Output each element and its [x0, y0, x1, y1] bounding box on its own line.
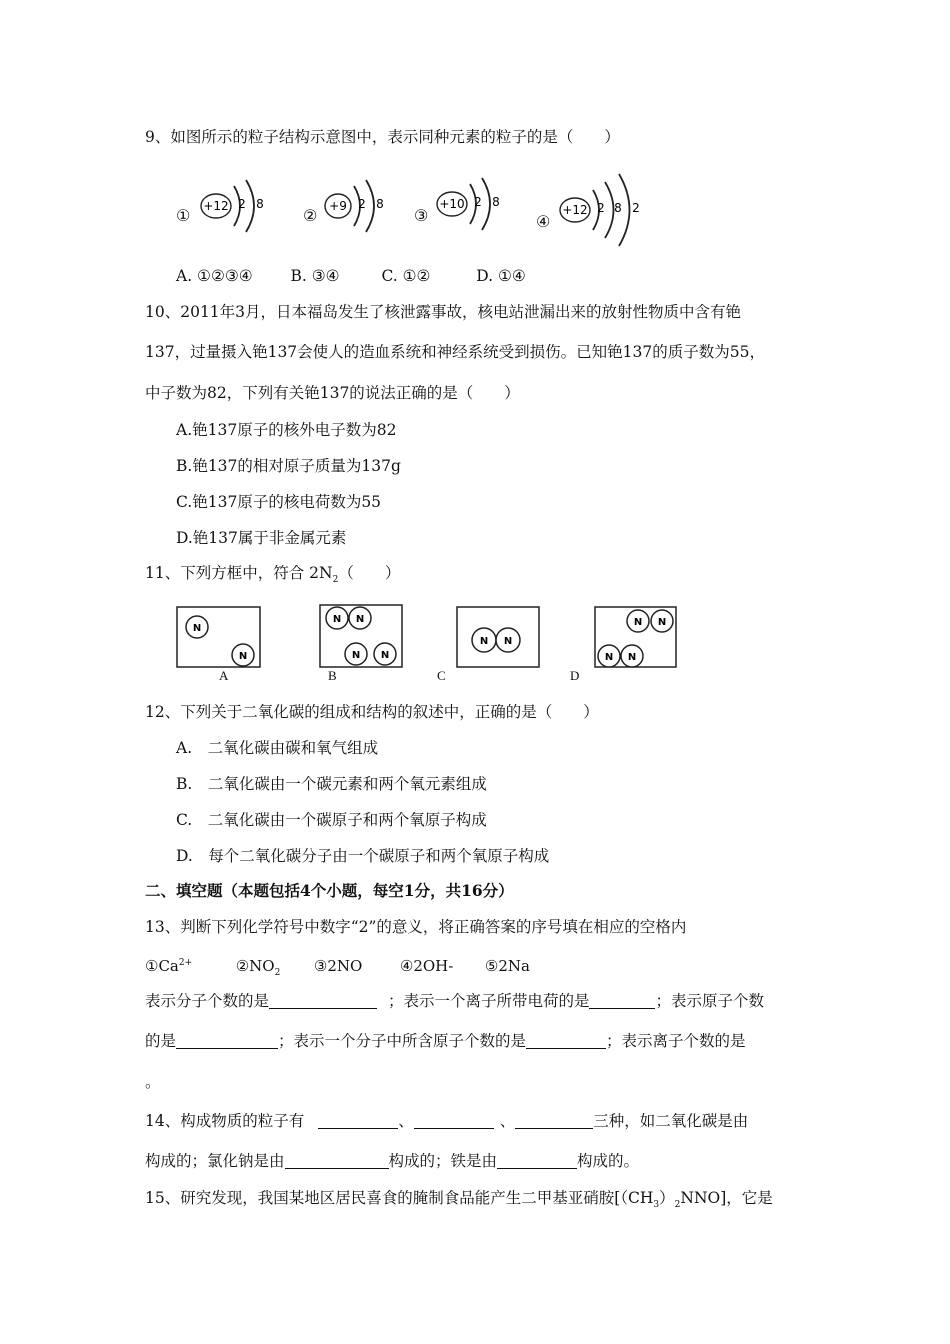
q11-stem	[145, 563, 400, 590]
svg-text:N: N	[627, 652, 637, 663]
q10-line2: 137，过量摄入铯137会使人的造血系统和神经系统受到损伤。已知铯137的质子数为55，	[145, 343, 765, 361]
svg-text:N: N	[355, 614, 365, 625]
q13-symbols	[145, 953, 530, 983]
q9-options	[176, 266, 526, 286]
atom2-shell2: 8	[376, 197, 384, 211]
q14-line1: 14、构成物质的粒子有 、 、 三种，如二氧化碳是由	[145, 1112, 749, 1130]
box-b[interactable]	[320, 605, 402, 667]
q12-option-c[interactable]: C. 二氧化碳由一个碳原子和两个氧原子构成	[176, 811, 487, 829]
q14-blank-1[interactable]	[318, 1112, 398, 1129]
q13-stem: 13、判断下列化学符号中数字“2”的意义，将正确答案的序号填在相应的空格内	[145, 918, 687, 936]
q10-option-a[interactable]: A.铯137原子的核外电子数为82	[176, 421, 397, 439]
svg-text:N: N	[351, 650, 361, 661]
atom2-shell1: 2	[358, 197, 366, 211]
q14-blank-4[interactable]	[285, 1152, 389, 1169]
atom4-shell3: 2	[632, 201, 640, 215]
q13-blank-1[interactable]	[269, 992, 377, 1009]
q13-symbol-4: ④2OH-	[399, 957, 454, 975]
box-label-d: D	[570, 668, 580, 683]
q9-option-a[interactable]: A. ①②③④	[176, 267, 253, 285]
atom1-shell1: 2	[238, 197, 246, 211]
q13-symbol-1: $①Ca^{2+}$	[145, 957, 193, 975]
atom1-diagram	[201, 180, 264, 232]
q10-option-c[interactable]: C.铯137原子的核电荷数为55	[176, 493, 382, 511]
svg-text:N: N	[503, 636, 513, 647]
q10-line1: 10、2011年3月，日本福岛发生了核泄露事故，核电站泄漏出来的放射性物质中含有铯	[145, 303, 742, 321]
q9-option-d[interactable]: D. ①④	[476, 267, 526, 285]
q12-option-d[interactable]: D. 每个二氧化碳分子由一个碳原子和两个氧原子构成	[176, 847, 550, 865]
svg-text:N: N	[657, 617, 667, 628]
q14-blank-3[interactable]	[515, 1112, 593, 1129]
q13-blank-2[interactable]	[589, 992, 655, 1009]
q9-stem: 9、如图所示的粒子结构示意图中，表示同种元素的粒子的是（ ）	[145, 128, 620, 146]
q12-option-b[interactable]: B. 二氧化碳由一个碳元素和两个氧元素组成	[176, 775, 487, 793]
atom1-label: ①	[176, 206, 191, 225]
atom2-diagram	[325, 180, 384, 232]
svg-text:N: N	[332, 614, 342, 625]
q13-line2: 的是 ；表示一个分子中所含原子个数的是 ；表示离子个数的是	[145, 1032, 746, 1050]
q9-option-b[interactable]: B. ③④	[290, 267, 340, 285]
svg-text:N: N	[192, 623, 202, 634]
svg-text:N: N	[633, 617, 643, 628]
q11-stem-suffix: （ ）	[338, 564, 401, 582]
q10-option-b[interactable]: B.铯137的相对原子质量为137g	[176, 457, 401, 475]
q12-stem: 12、下列关于二氧化碳的组成和结构的叙述中，正确的是（ ）	[145, 703, 599, 721]
q10-line3: 中子数为82，下列有关铯137的说法正确的是（ ）	[145, 384, 520, 402]
q13-symbol-2: $②NO_2$	[235, 957, 281, 978]
box-label-b: B	[328, 668, 337, 683]
q11-molecule-boxes: N N N N N N N N N N N N N	[170, 600, 690, 674]
atom2-label: ②	[303, 206, 318, 225]
atom4-nucleus: +12	[562, 203, 588, 217]
box-d[interactable]	[595, 607, 676, 667]
box-c[interactable]	[457, 607, 539, 667]
svg-text:N: N	[380, 650, 390, 661]
q13-line1: 表示分子个数的是 ；表示一个离子所带电荷的是 ；表示原子个数	[145, 992, 764, 1010]
q15-line1: 15、研究发现，我国某地区居民喜食的腌制食品能产生二甲基亚硝胺$[(CH_3)_2NNO]$，它是	[145, 1189, 773, 1211]
atom3-label: ③	[414, 206, 429, 225]
atom3-shell1: 2	[474, 195, 482, 209]
atom4-shell2: 8	[614, 201, 622, 215]
q13-symbol-5: ⑤2Na	[484, 957, 530, 975]
q11-stem-sub: 2	[332, 575, 339, 586]
q14-line2: 构成的；氯化钠是由 构成的；铁是由 构成的。	[145, 1152, 640, 1170]
atom3-diagram	[437, 178, 500, 230]
box-label-c: C	[437, 668, 446, 683]
q14-blank-5[interactable]	[497, 1152, 577, 1169]
atom3-nucleus: +10	[439, 197, 465, 211]
svg-text:N: N	[238, 651, 248, 662]
atom-structure-diagrams	[190, 168, 660, 248]
svg-text:N: N	[604, 652, 614, 663]
q14-blank-2[interactable]	[414, 1112, 494, 1129]
q11-stem-prefix: 11、下列方框中，符合 2N	[145, 564, 333, 582]
atom4-diagram	[560, 174, 640, 246]
svg-text:N: N	[479, 636, 489, 647]
q9-option-c[interactable]: C. ①②	[381, 267, 431, 285]
q13-symbol-3: ③2NO	[313, 957, 363, 975]
atom4-shell1: 2	[597, 201, 605, 215]
q13-blank-3[interactable]	[176, 1032, 278, 1049]
section2-title: 二、填空题（本题包括4个小题，每空1分，共16分）	[145, 881, 514, 900]
q12-option-a[interactable]: A. 二氧化碳由碳和氧气组成	[176, 739, 379, 757]
box-a[interactable]	[177, 607, 260, 667]
q10-option-d[interactable]: D.铯137属于非金属元素	[176, 529, 347, 547]
atom1-nucleus: +12	[203, 199, 229, 213]
q13-line3: 。	[145, 1073, 161, 1091]
atom3-shell2: 8	[492, 195, 500, 209]
q13-blank-4[interactable]	[526, 1032, 606, 1049]
atom1-shell2: 8	[256, 197, 264, 211]
box-label-a: A	[219, 668, 229, 683]
atom2-nucleus: +9	[329, 199, 347, 213]
atom4-label: ④	[536, 212, 551, 231]
